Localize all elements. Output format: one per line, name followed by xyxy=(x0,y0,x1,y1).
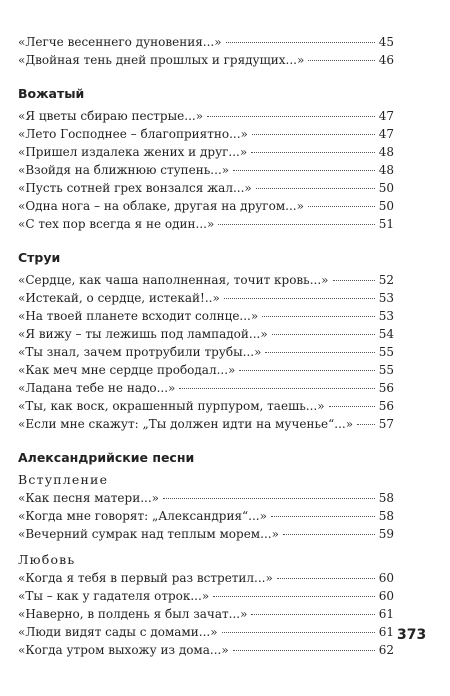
toc-entry-page: 55 xyxy=(378,345,394,359)
toc-entry xyxy=(18,125,394,143)
toc-entry-page: 61 xyxy=(378,607,394,621)
dot-leader xyxy=(329,406,375,407)
toc-entry-title: «Ты, как воск, окрашенный пурпуром, таешь...» xyxy=(18,399,325,413)
section-heading: Александрийские песни xyxy=(18,450,195,465)
toc-entry-page: 51 xyxy=(378,217,394,231)
dot-leader xyxy=(163,498,375,499)
dot-leader xyxy=(272,334,375,335)
dot-leader xyxy=(271,516,375,517)
toc-entry-title: «Пришел издалека жених и друг...» xyxy=(18,145,248,159)
toc-entry-title: «Лето Господнее – благоприятно...» xyxy=(18,127,248,141)
subsection-heading: Вступление xyxy=(18,472,109,487)
dot-leader xyxy=(251,614,374,615)
toc-entry-page: 60 xyxy=(378,571,394,585)
toc-entry xyxy=(18,179,394,197)
toc-entry-page: 53 xyxy=(378,291,394,305)
toc-entry-page: 58 xyxy=(378,491,394,505)
toc-entry xyxy=(18,525,394,543)
toc-entry-page: 48 xyxy=(378,145,394,159)
toc-entry-page: 47 xyxy=(378,109,394,123)
toc-entry xyxy=(18,489,394,507)
toc-entry-page: 53 xyxy=(378,309,394,323)
toc-entry-title: «Ладана тебе не надо...» xyxy=(18,381,176,395)
dot-leader xyxy=(207,116,375,117)
section-gap xyxy=(18,433,394,449)
toc-entry-title: «На твоей планете всходит солнце...» xyxy=(18,309,259,323)
dot-leader xyxy=(222,632,375,633)
toc-entry-page: 58 xyxy=(378,509,394,523)
table-of-contents xyxy=(18,33,394,659)
toc-entry-title: «Двойная тень дней прошлых и грядущих...» xyxy=(18,53,305,67)
toc-entry-title: «Сердце, как чаша наполненная, точит кровь...» xyxy=(18,273,329,287)
toc-entry xyxy=(18,197,394,215)
toc-entry-title: «Когда я тебя в первый раз встретил...» xyxy=(18,571,273,585)
dot-leader xyxy=(252,134,375,135)
toc-entry-page: 57 xyxy=(378,417,394,431)
toc-entry-title: «Я вижу – ты лежишь под лампадой...» xyxy=(18,327,268,341)
toc-entry xyxy=(18,307,394,325)
toc-entry xyxy=(18,415,394,433)
page-number: 373 xyxy=(397,627,427,643)
toc-entry-title: «С тех пор всегда я не один...» xyxy=(18,217,215,231)
toc-entry xyxy=(18,271,394,289)
toc-entry xyxy=(18,397,394,415)
toc-entry xyxy=(18,107,394,125)
toc-entry xyxy=(18,569,394,587)
toc-entry xyxy=(18,641,394,659)
toc-entry-page: 46 xyxy=(378,53,394,67)
toc-entry xyxy=(18,343,394,361)
toc-entry-page: 50 xyxy=(378,199,394,213)
dot-leader xyxy=(233,650,375,651)
subsection-gap xyxy=(18,543,394,551)
section-heading: Вожатый xyxy=(18,86,85,101)
toc-entry xyxy=(18,507,394,525)
toc-entry-title: «Истекай, о сердце, истекай!..» xyxy=(18,291,220,305)
dot-leader xyxy=(179,388,374,389)
toc-entry-title: «Взойдя на ближнюю ступень...» xyxy=(18,163,230,177)
toc-entry-title: «Ты – как у гадателя отрок...» xyxy=(18,589,210,603)
toc-entry-page: 59 xyxy=(378,527,394,541)
toc-entry-title: «Легче весеннего дуновения...» xyxy=(18,35,222,49)
dot-leader xyxy=(333,280,375,281)
dot-leader xyxy=(277,578,375,579)
toc-entry-page: 50 xyxy=(378,181,394,195)
dot-leader xyxy=(308,60,374,61)
section-gap xyxy=(18,233,394,249)
toc-entry-title: «Как песня матери...» xyxy=(18,491,159,505)
dot-leader xyxy=(251,152,375,153)
toc-entry-title: «Люди видят сады с домами...» xyxy=(18,625,218,639)
dot-leader xyxy=(265,352,374,353)
subsection-heading: Любовь xyxy=(18,552,76,567)
toc-entry-page: 56 xyxy=(378,399,394,413)
toc-entry-title: «Ты знал, зачем протрубили трубы...» xyxy=(18,345,262,359)
toc-entry xyxy=(18,215,394,233)
toc-entry-page: 62 xyxy=(378,643,394,657)
toc-entry xyxy=(18,587,394,605)
toc-entry xyxy=(18,289,394,307)
toc-entry-title: «Одна нога – на облаке, другая на другом...» xyxy=(18,199,304,213)
toc-entry-title: «Пусть сотней грех вонзался жал...» xyxy=(18,181,252,195)
toc-entry xyxy=(18,361,394,379)
toc-entry-title: «Как меч мне сердце прободал...» xyxy=(18,363,236,377)
toc-entry xyxy=(18,143,394,161)
dot-leader xyxy=(233,170,375,171)
dot-leader xyxy=(224,298,375,299)
toc-entry-title: «Наверно, в полдень я был зачат...» xyxy=(18,607,248,621)
toc-entry xyxy=(18,161,394,179)
toc-entry-page: 52 xyxy=(378,273,394,287)
toc-entry xyxy=(18,605,394,623)
dot-leader xyxy=(239,370,374,371)
toc-entry-page: 48 xyxy=(378,163,394,177)
toc-entry-title: «Я цветы сбираю пестрые...» xyxy=(18,109,204,123)
dot-leader xyxy=(262,316,375,317)
dot-leader xyxy=(308,206,375,207)
toc-entry-page: 55 xyxy=(378,363,394,377)
toc-entry-page: 47 xyxy=(378,127,394,141)
toc-entry-page: 54 xyxy=(378,327,394,341)
dot-leader xyxy=(256,188,375,189)
section-gap xyxy=(18,69,394,85)
toc-entry xyxy=(18,51,394,69)
toc-entry xyxy=(18,325,394,343)
toc-entry xyxy=(18,379,394,397)
toc-entry-page: 45 xyxy=(378,35,394,49)
dot-leader xyxy=(213,596,375,597)
dot-leader xyxy=(226,42,375,43)
dot-leader xyxy=(283,534,375,535)
toc-entry-title: «Когда мне говорят: „Александрия“...» xyxy=(18,509,267,523)
toc-entry-page: 56 xyxy=(378,381,394,395)
toc-entry-page: 60 xyxy=(378,589,394,603)
dot-leader xyxy=(357,424,375,425)
toc-entry xyxy=(18,33,394,51)
toc-entry-page: 61 xyxy=(378,625,394,639)
toc-entry xyxy=(18,623,394,641)
toc-entry-title: «Вечерний сумрак над теплым морем...» xyxy=(18,527,279,541)
dot-leader xyxy=(218,224,374,225)
toc-entry-title: «Если мне скажут: „Ты должен идти на мученье“...» xyxy=(18,417,354,431)
section-heading: Струи xyxy=(18,250,61,265)
toc-entry-title: «Когда утром выхожу из дома...» xyxy=(18,643,229,657)
